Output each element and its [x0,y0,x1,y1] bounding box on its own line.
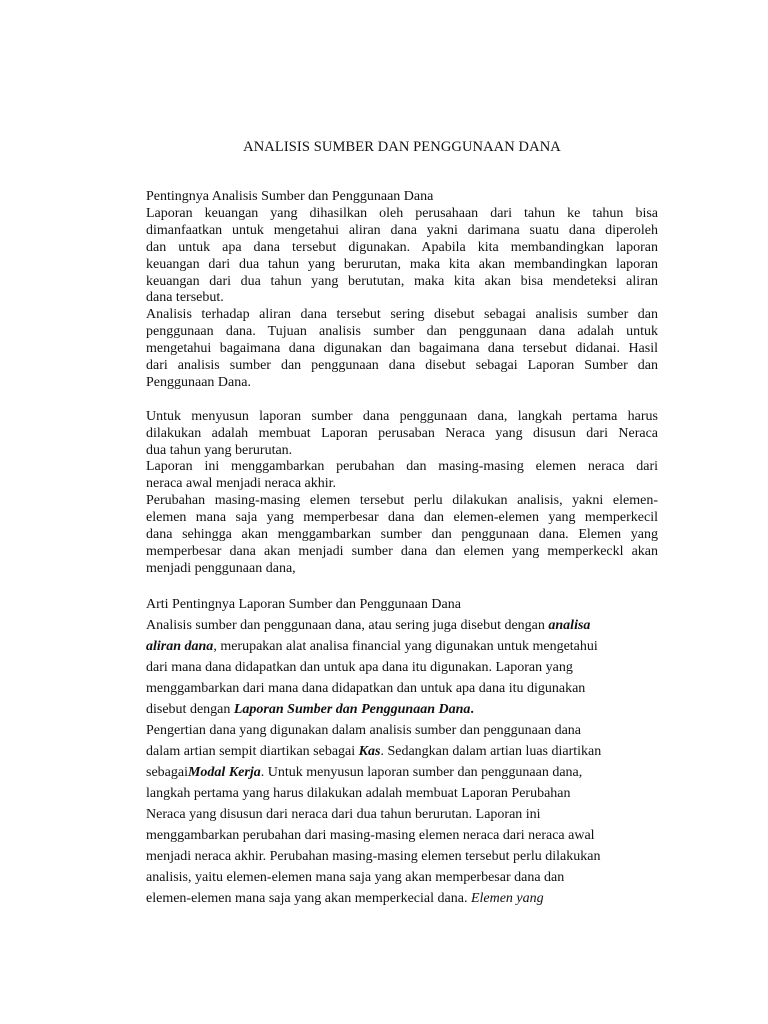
paragraph-line [146,762,658,783]
section-3-heading: Arti Pentingnya Laporan Sumber dan Penggunaan Dana [146,597,461,612]
paragraph-line [146,741,658,762]
paragraph-line: dua tahun yang berurutan. [146,442,293,458]
paragraph-line [146,888,658,909]
paragraph-line: dari mana dana didapatkan dan untuk apa dana itu digunakan. Laporan yang [146,660,573,675]
paragraph-line [146,615,658,636]
paragraph-line: keuangan dari dua tahun yang berututan, maka kita akan bisa mendeteksi aliran [146,273,658,289]
paragraph-line: Laporan keuangan yang dihasilkan oleh perusahaan dari tahun ke tahun bisa [146,205,658,221]
paragraph-line: Penggunaan Dana. [146,374,251,390]
text-run: , merupakan alat analisa financial yang digunakan untuk mengetahui [213,639,598,654]
text-run: . Untuk menyusun laporan sumber dan penggunaan dana, [260,765,583,780]
section-3 [146,594,658,909]
text-run: . [470,702,474,717]
paragraph-line: keuangan dari dua tahun yang berurutan, maka kita akan membandingkan laporan [146,256,658,272]
paragraph-line [146,699,658,720]
emphasis-term: Kas [358,744,381,759]
paragraph-line: memperbesar dana akan menjadi sumber dana dan elemen yang memperkeckl akan [146,544,658,560]
paragraph-line: mengetahui bagaimana dana digunakan dan bagaimana dana tersebut didanai. Hasil [146,341,658,357]
emphasis-term: Modal Kerja [187,765,261,780]
paragraph-line: neraca awal menjadi neraca akhir. [146,476,337,492]
text-run: sebagai [146,765,188,780]
emphasis-term: aliran dana [146,639,214,654]
paragraph-line: Pengertian dana yang digunakan dalam analisis sumber dan penggunaan dana [146,723,582,738]
text-run: elemen-elemen mana saja yang akan memperkecial dana. [146,891,471,906]
paragraph-line: analisis, yaitu elemen-elemen mana saja yang akan memperbesar dana dan [146,870,565,885]
section-1-and-2 [146,189,658,578]
paragraph-line: Neraca yang disusun dari neraca dari dua tahun berurutan. Laporan ini [146,807,541,822]
paragraph-line: elemen mana saja yang memperbesar dana dan elemen-elemen yang memperkecil [146,510,658,526]
paragraph-line: menggambarkan perubahan dari masing-masing elemen neraca dari neraca awal [146,828,595,843]
document-title: ANALISIS SUMBER DAN PENGGUNAAN DANA [243,139,561,155]
paragraph-line: Laporan ini menggambarkan perubahan dan masing-masing elemen neraca dari [146,459,658,475]
text-run: dalam artian sempit diartikan sebagai [146,744,359,759]
emphasis-term: Laporan Sumber dan Penggunaan Dana [233,702,471,717]
paragraph-line: dana sehingga akan menggambarkan sumber dan penggunaan dana. Elemen yang [146,527,658,543]
paragraph-line [146,636,658,657]
section-1-heading: Pentingnya Analisis Sumber dan Penggunaan Dana [146,189,434,204]
paragraph-line: Untuk menyusun laporan sumber dana penggunaan dana, langkah pertama harus [146,408,658,424]
paragraph-line: penggunaan dana. Tujuan analisis sumber dan penggunaan dana adalah untuk [146,324,658,340]
paragraph-line: dana tersebut. [146,290,224,306]
text-run: disebut dengan [146,702,234,717]
paragraph-gap [146,392,658,409]
paragraph-line: dilakukan adalah membuat Laporan perusaban Neraca yang disusun dari Neraca [146,425,658,441]
emphasis-term: Elemen yang [470,891,544,906]
paragraph-line: Analisis terhadap aliran dana tersebut sering disebut sebagai analisis sumber dan [146,307,658,323]
paragraph-line: menjadi neraca akhir. Perubahan masing-masing elemen tersebut perlu dilakukan [146,849,601,864]
paragraph-line: dimanfaatkan untuk mengetahui aliran dana yakni darimana suatu dana diperoleh [146,222,658,238]
text-run: . Sedangkan dalam artian luas diartikan [380,744,602,759]
paragraph-line: langkah pertama yang harus dilakukan adalah membuat Laporan Perubahan [146,786,571,801]
text-run: Analisis sumber dan penggunaan dana, atau sering juga disebut dengan [146,618,549,633]
paragraph-line: Perubahan masing-masing elemen tersebut perlu dilakukan analisis, yakni elemen- [146,493,658,509]
emphasis-term: analisa [548,618,591,633]
paragraph-line: dari analisis sumber dan penggunaan dana disebut sebagai Laporan Sumber dan [146,358,658,374]
paragraph-line: menjadi penggunaan dana, [146,560,296,576]
paragraph-line: dan untuk apa dana tersebut digunakan. Apabila kita membandingkan laporan [146,239,658,255]
paragraph-line: menggambarkan dari mana dana didapatkan dan untuk apa dana itu digunakan [146,681,586,696]
